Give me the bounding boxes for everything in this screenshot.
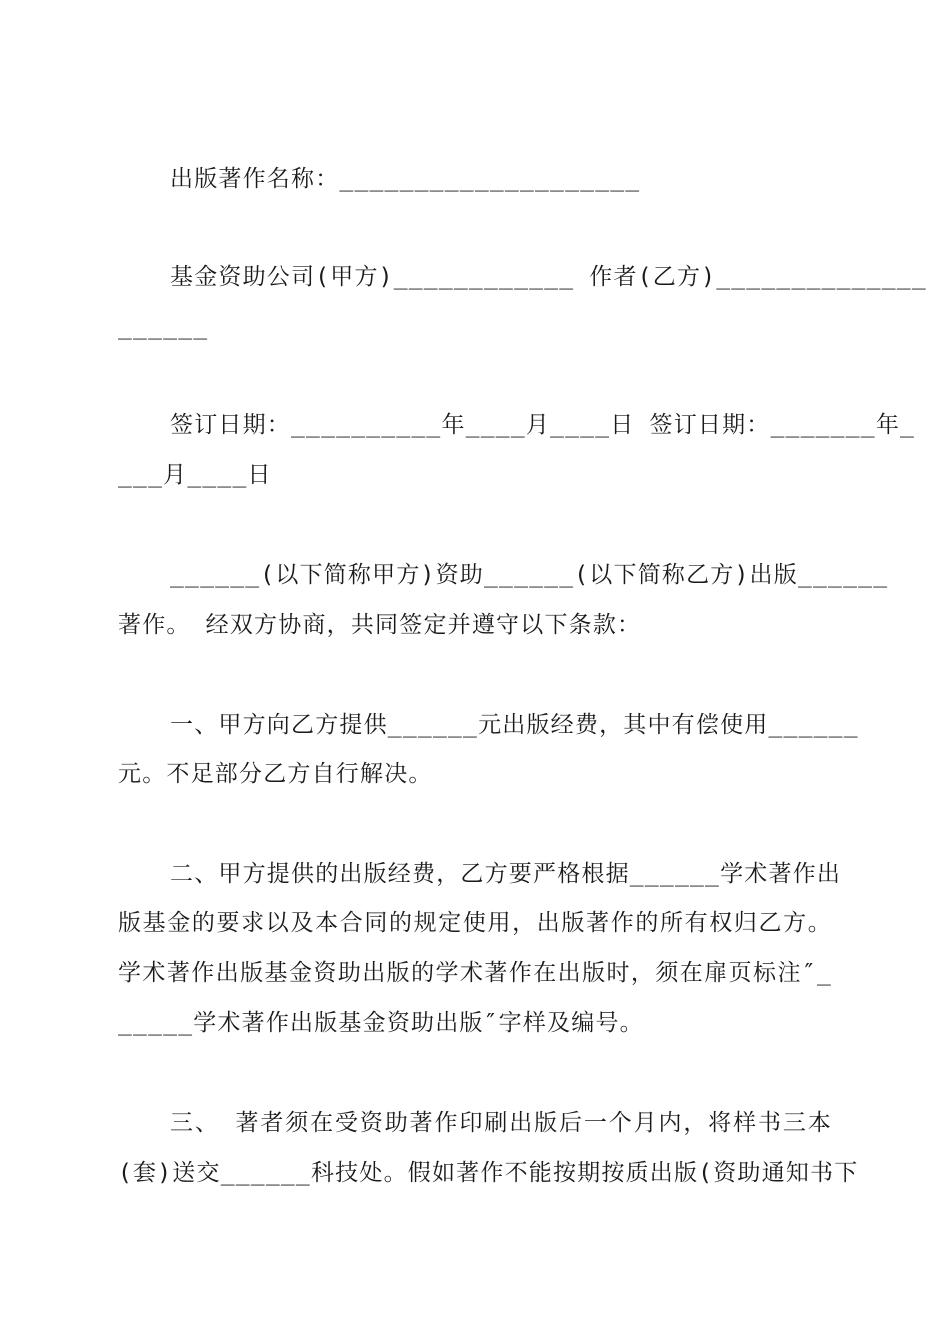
sign-date-line-1: 签订日期：__________年____月____日 签订日期：_______年_	[170, 412, 916, 438]
parties-line-1: 基金资助公司(甲方)____________ 作者(乙方)______________	[170, 264, 927, 290]
clause-2-line-3: 学术著作出版基金资助出版的学术著作在出版时，须在扉页标注″_	[118, 960, 832, 986]
clause-2-line-1: 二、甲方提供的出版经费，乙方要严格根据______学术著作出	[170, 861, 842, 887]
preamble-line-2: 著作。 经双方协商，共同签定并遵守以下条款：	[118, 612, 642, 638]
clause-1-line-2: 元。不足部分乙方自行解决。	[118, 761, 433, 787]
clause-3-line-2: (套)送交______科技处。假如著作不能按期按质出版(资助通知书下	[118, 1160, 859, 1186]
clause-2-line-2: 版基金的要求以及本合同的规定使用，出版著作的所有权归乙方。	[118, 910, 832, 936]
clause-2-line-4: _____学术著作出版基金资助出版″字样及编号。	[118, 1010, 644, 1036]
clause-1-line-1: 一、甲方向乙方提供______元出版经费，其中有偿使用______	[170, 712, 859, 738]
preamble-line-1: ______(以下简称甲方)资助______(以下简称乙方)出版______	[170, 562, 889, 588]
sign-date-line-2: ___月____日	[118, 462, 272, 488]
parties-line-2: ______	[118, 314, 209, 340]
work-title-line: 出版著作名称：____________________	[170, 166, 641, 192]
clause-3-line-1: 三、 著者须在受资助著作印刷出版后一个月内，将样书三本	[170, 1110, 832, 1136]
